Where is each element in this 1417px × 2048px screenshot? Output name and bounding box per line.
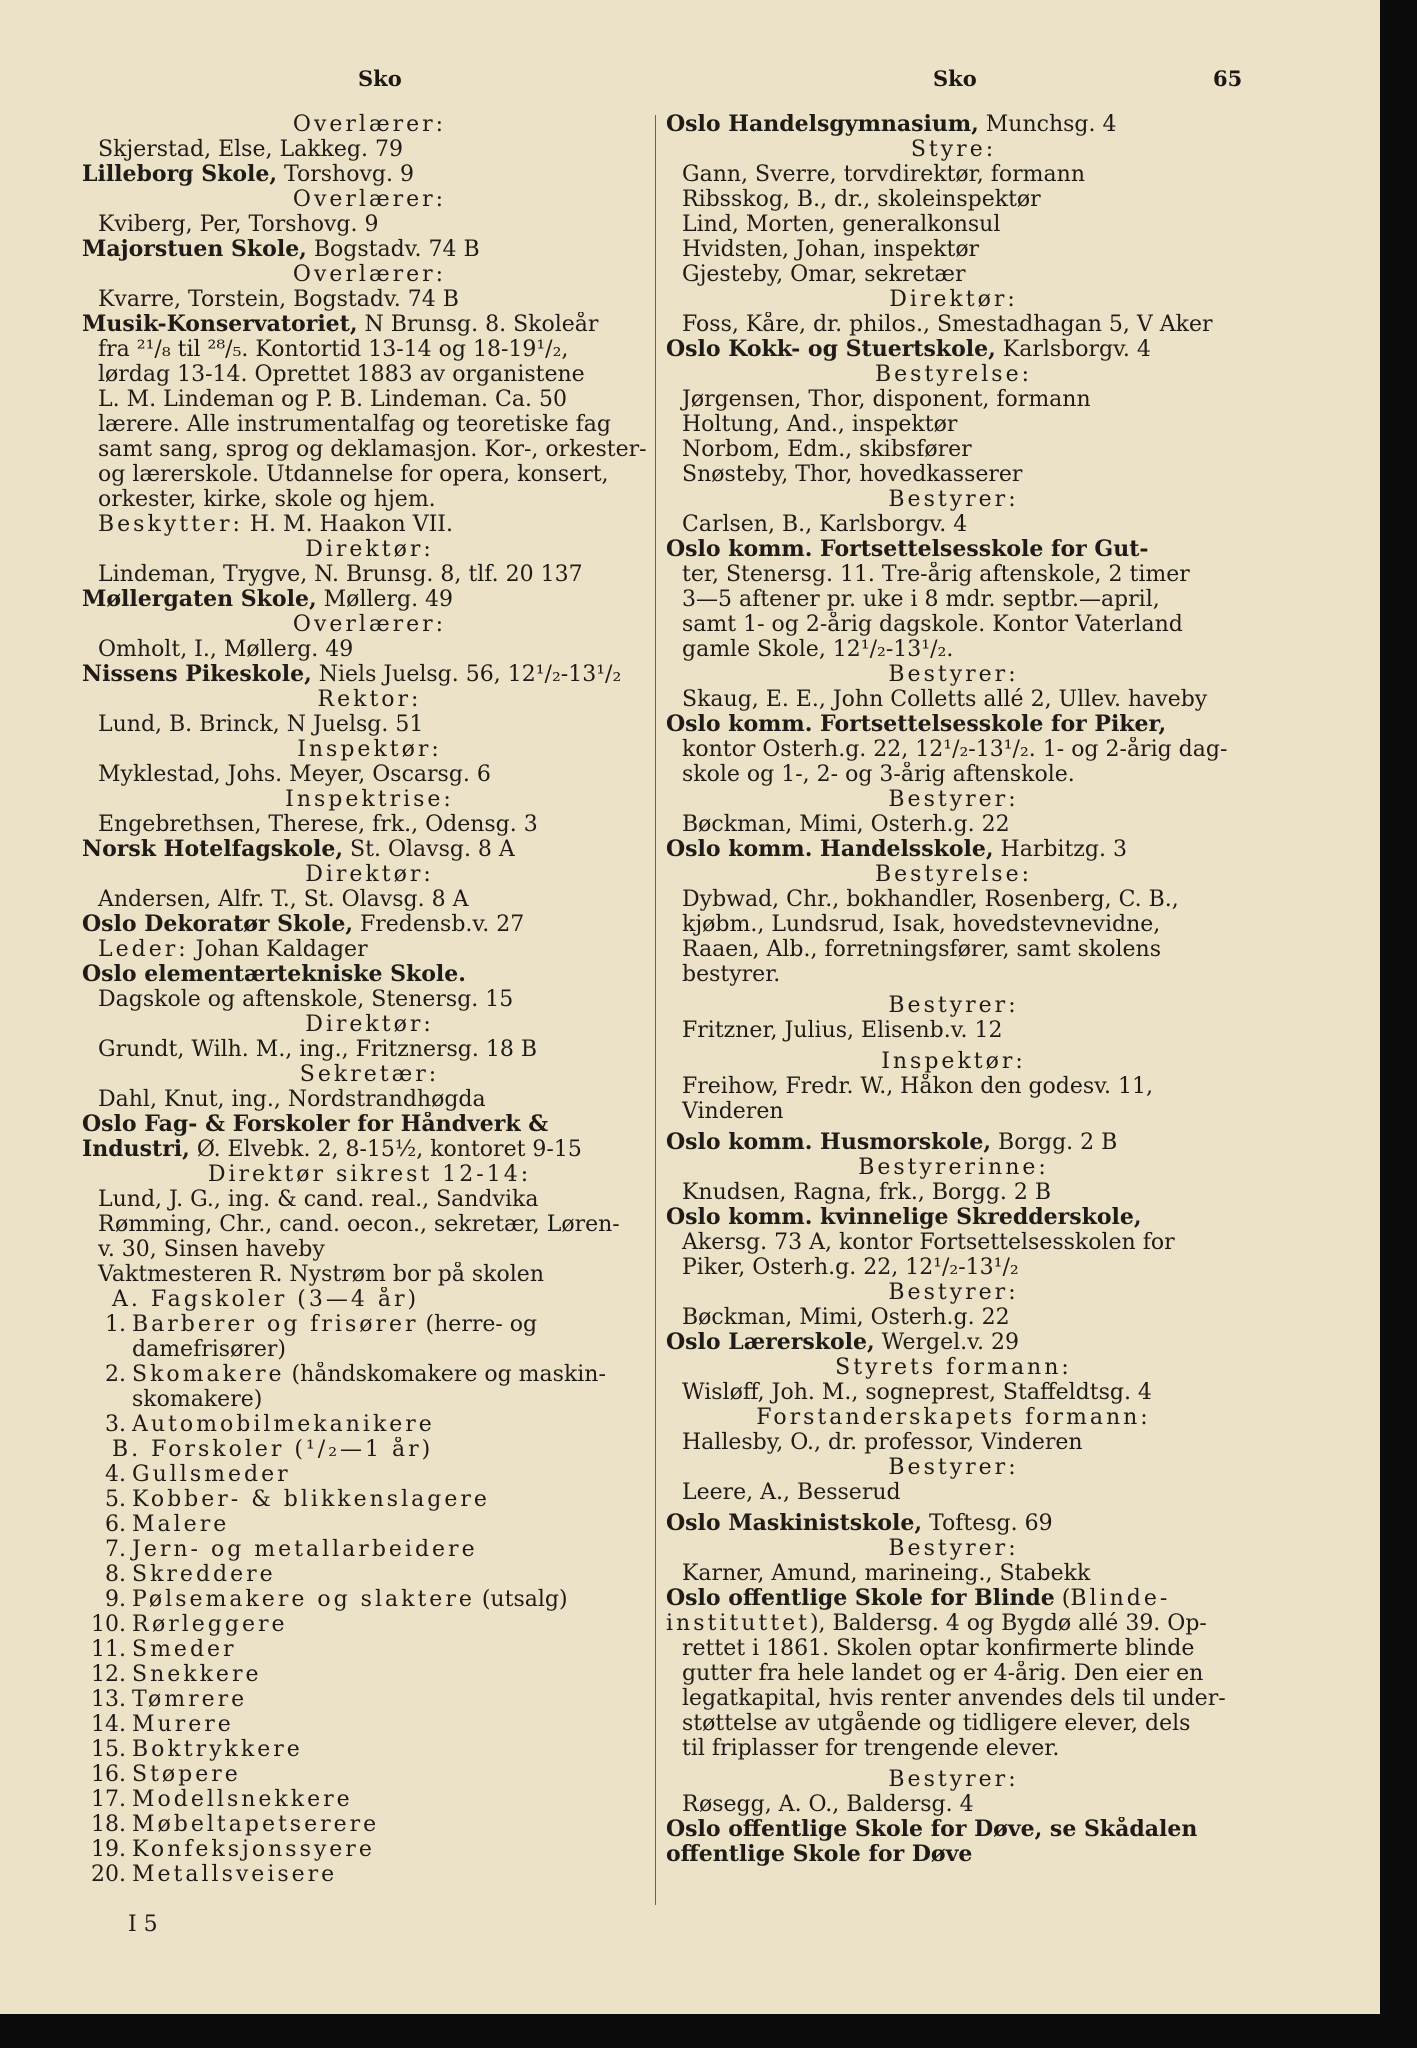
entry-line: Lund, J. G., ing. & cand. real., Sandvika xyxy=(98,1187,539,1212)
entry-line: Ribsskog, B., dr., skoleinspektør xyxy=(682,187,1041,212)
text-fragment: ), Baldersg. 4 og Bygdø allé 39. Op- xyxy=(809,1611,1207,1636)
school-name: offentlige Skole for Døve xyxy=(666,1842,973,1867)
entry-line: Røsegg, A. O., Baldersg. 4 xyxy=(682,1792,974,1817)
list-number: 12. xyxy=(91,1662,126,1687)
school-entry xyxy=(82,837,657,862)
role-heading: Overlærer: xyxy=(292,187,447,212)
section-heading: A. Fagskoler (3—4 år) xyxy=(112,1287,420,1312)
role-label: Leder: xyxy=(98,937,189,962)
school-address: Munchsg. 4 xyxy=(978,112,1117,137)
trade-name: Rørleggere xyxy=(132,1612,288,1637)
entry-line: og lærerskole. Utdannelse for opera, konsert, xyxy=(98,462,609,487)
school-address: Karlsborgv. 4 xyxy=(995,337,1151,362)
role-heading: Inspektrise: xyxy=(285,787,454,812)
role-heading: Bestyrer: xyxy=(888,1455,1019,1480)
entry-line: gutter fra hele landet og er 4-årig. Den eier en xyxy=(682,1661,1204,1686)
trade-name: Malere xyxy=(132,1512,230,1537)
list-number: 6. xyxy=(105,1512,126,1537)
list-item xyxy=(82,1512,657,1537)
list-number: 1. xyxy=(105,1312,126,1337)
school-name: Majorstuen Skole, xyxy=(82,237,307,262)
text-fragment: ( xyxy=(1054,1586,1071,1611)
list-continuation: damefrisører) xyxy=(132,1337,286,1362)
list-number: 3. xyxy=(105,1412,126,1437)
school-entry xyxy=(666,1511,1241,1536)
role-heading: Inspektør: xyxy=(881,1049,1026,1074)
role-heading: Bestyrerinne: xyxy=(858,1155,1049,1180)
entry-line: Vaktmesteren R. Nystrøm bor på skolen xyxy=(98,1262,544,1287)
school-entry xyxy=(82,587,657,612)
school-name: Oslo komm. Handelsskole, xyxy=(666,837,994,862)
entry-line: Skjerstad, Else, Lakkeg. 79 xyxy=(98,137,403,162)
entry-line: Dybwad, Chr., bokhandler, Rosenberg, C. B., xyxy=(682,887,1179,912)
school-entry xyxy=(666,1611,1241,1636)
trade-name: Metallsveisere xyxy=(132,1862,338,1887)
trade-name: Pølsemakere og slaktere xyxy=(132,1587,475,1612)
list-item xyxy=(82,1412,657,1437)
school-entry xyxy=(666,712,1241,737)
list-item xyxy=(82,1837,657,1862)
school-entry xyxy=(82,662,657,687)
entry-line: kontor Osterh.g. 22, 12¹/₂-13¹/₂. 1- og 2-årig dag- xyxy=(682,737,1228,762)
list-number: 9. xyxy=(105,1587,126,1612)
list-continuation: skomakere) xyxy=(132,1387,263,1412)
entry-line: kjøbm., Lundsrud, Isak, hovedstevnevidne, xyxy=(682,912,1161,937)
entry-line: skole og 1-, 2- og 3-årig aftenskole. xyxy=(682,762,1075,787)
school-entry xyxy=(82,912,657,937)
school-name: Møllergaten Skole, xyxy=(82,587,317,612)
role-heading: Styrets formann: xyxy=(835,1355,1072,1380)
entry-line: Knudsen, Ragna, frk., Borgg. 2 B xyxy=(682,1180,1052,1205)
school-address: St. Olavsg. 8 A xyxy=(343,837,515,862)
left-column xyxy=(82,112,657,1887)
trade-name: Skomakere xyxy=(132,1362,285,1387)
school-entry xyxy=(82,312,657,337)
entry-line: fra ²¹/₈ til ²⁸/₅. Kontortid 13-14 og 18-19¹/₂, xyxy=(98,337,569,362)
list-number: 10. xyxy=(91,1612,126,1637)
role-heading: Overlærer: xyxy=(292,612,447,637)
list-item xyxy=(82,1762,657,1787)
role-line xyxy=(82,512,657,537)
entry-line: Fritzner, Julius, Elisenb.v. 12 xyxy=(682,1018,1003,1043)
school-entry xyxy=(666,1586,1241,1611)
school-name: Nissens Pikeskole, xyxy=(82,662,312,687)
role-heading: Overlærer: xyxy=(292,262,447,287)
entry-line: Akersg. 73 A, kontor Fortsettelsesskolen for xyxy=(682,1230,1175,1255)
school-entry xyxy=(666,837,1241,862)
spaced-name: instituttet xyxy=(666,1611,810,1636)
trade-name: Jern- og metallarbeidere xyxy=(132,1537,478,1562)
school-address: Ø. Elvebk. 2, 8-15½, kontoret 9-15 xyxy=(189,1137,582,1162)
list-item xyxy=(82,1487,657,1512)
list-number: 2. xyxy=(105,1362,126,1387)
trade-name: Skreddere xyxy=(132,1562,276,1587)
role-line xyxy=(82,937,657,962)
school-entry xyxy=(666,537,1241,562)
entry-line: Carlsen, B., Karlsborgv. 4 xyxy=(682,512,968,537)
list-item xyxy=(82,1687,657,1712)
entry-line: bestyrer. xyxy=(682,962,781,987)
right-column xyxy=(666,112,1241,1867)
trade-name: Smeder xyxy=(132,1637,237,1662)
left-running-head: Sko xyxy=(358,66,402,91)
school-address: Wergel.v. 29 xyxy=(874,1330,1019,1355)
school-name: Oslo Kokk- og Stuertskole, xyxy=(666,337,996,362)
school-address: Niels Juelsg. 56, 12¹/₂-13¹/₂ xyxy=(311,662,622,687)
entry-line: Kviberg, Per, Torshovg. 9 xyxy=(98,212,379,237)
role-heading: Bestyrer: xyxy=(888,1536,1019,1561)
list-number: 19. xyxy=(91,1837,126,1862)
list-item xyxy=(82,1812,657,1837)
list-item xyxy=(82,1712,657,1737)
school-name: Oslo Dekoratør Skole, xyxy=(82,912,353,937)
school-entry xyxy=(82,237,657,262)
role-heading: Bestyrer: xyxy=(888,487,1019,512)
trade-name: Kobber- & blikkenslagere xyxy=(132,1487,490,1512)
entry-line: v. 30, Sinsen haveby xyxy=(98,1237,325,1262)
entry-line: støttelse av utgående og tidligere elever, dels xyxy=(682,1711,1191,1736)
list-number: 4. xyxy=(105,1462,126,1487)
entry-line: samt sang, sprog og deklamasjon. Kor-, orkester- xyxy=(98,437,647,462)
list-item xyxy=(82,1312,657,1337)
entry-line: lærere. Alle instrumentalfag og teoretiske fag xyxy=(98,412,611,437)
school-name: Oslo elementærtekniske Skole. xyxy=(82,962,466,987)
entry-line: Gann, Sverre, torvdirektør, formann xyxy=(682,162,1085,187)
school-entry xyxy=(82,1137,657,1162)
trade-name: Gullsmeder xyxy=(132,1462,291,1487)
school-address: Møllerg. 49 xyxy=(316,587,454,612)
school-entry xyxy=(666,1130,1241,1155)
entry-line: Foss, Kåre, dr. philos., Smestadhagan 5, V Aker xyxy=(682,312,1213,337)
role-heading: Forstanderskapets formann: xyxy=(756,1405,1151,1430)
entry-line: gamle Skole, 12¹/₂-13¹/₂. xyxy=(682,637,954,662)
role-value: Johan Kaldager xyxy=(188,937,368,962)
role-heading: Direktør: xyxy=(889,287,1018,312)
entry-line: Holtung, And., inspektør xyxy=(682,412,958,437)
entry-line: Dagskole og aftenskole, Stenersg. 15 xyxy=(98,987,514,1012)
entry-line: Piker, Osterh.g. 22, 12¹/₂-13¹/₂ xyxy=(682,1255,1019,1280)
list-number: 14. xyxy=(91,1712,126,1737)
school-address: Harbitzg. 3 xyxy=(993,837,1127,862)
role-heading: Bestyrer: xyxy=(888,993,1019,1018)
school-name: Oslo Lærerskole, xyxy=(666,1330,875,1355)
role-heading: Styre: xyxy=(910,137,997,162)
entry-line: Dahl, Knut, ing., Nordstrandhøgda xyxy=(98,1087,486,1112)
school-name: Industri, xyxy=(82,1137,190,1162)
school-entry xyxy=(666,1817,1241,1842)
school-address: Torshovg. 9 xyxy=(277,162,414,187)
role-heading: Direktør: xyxy=(305,537,434,562)
list-number: 18. xyxy=(91,1812,126,1837)
trade-note: (håndskomakere og maskin- xyxy=(284,1362,606,1387)
entry-line: Vinderen xyxy=(682,1099,784,1124)
trade-name: Støpere xyxy=(132,1762,241,1787)
school-name: Norsk Hotelfagskole, xyxy=(82,837,344,862)
school-name: Oslo Handelsgymnasium, xyxy=(666,112,979,137)
entry-line: samt 1- og 2-årig dagskole. Kontor Vaterland xyxy=(682,612,1183,637)
school-entry xyxy=(666,1205,1241,1230)
school-address: Bogstadv. 74 B xyxy=(306,237,480,262)
role-heading: Inspektør: xyxy=(297,737,442,762)
list-item xyxy=(82,1587,657,1612)
trade-name: Modellsnekkere xyxy=(132,1787,353,1812)
trade-name: Tømrere xyxy=(132,1687,248,1712)
list-number: 20. xyxy=(91,1862,126,1887)
section-heading: B. Forskoler (¹/₂—1 år) xyxy=(112,1437,434,1462)
list-item xyxy=(82,1362,657,1387)
signature-mark: I 5 xyxy=(128,1912,158,1937)
school-name: Lilleborg Skole, xyxy=(82,162,278,187)
entry-line: til friplasser for trengende elever. xyxy=(682,1736,1060,1761)
school-entry xyxy=(666,1842,1241,1867)
list-item xyxy=(82,1862,657,1887)
entry-line: rettet i 1861. Skolen optar konfirmerte blinde xyxy=(682,1636,1195,1661)
entry-line: Lund, B. Brinck, N Juelsg. 51 xyxy=(98,712,424,737)
school-entry xyxy=(82,162,657,187)
role-heading: Bestyrer: xyxy=(888,1280,1019,1305)
school-name: Musik-Konservatoriet, xyxy=(82,312,358,337)
trade-name: Barberer og frisører xyxy=(132,1312,419,1337)
entry-line: Norbom, Edm., skibsfører xyxy=(682,437,972,462)
entry-line: L. M. Lindeman og P. B. Lindeman. Ca. 50 xyxy=(98,387,567,412)
school-entry xyxy=(82,962,657,987)
list-item xyxy=(82,1462,657,1487)
entry-line: Engebrethsen, Therese, frk., Odensg. 3 xyxy=(98,812,538,837)
role-label: Beskytter: xyxy=(98,512,243,537)
entry-line: Hallesby, O., dr. professor, Vinderen xyxy=(682,1430,1083,1455)
entry-line: Freihow, Fredr. W., Håkon den godesv. 11, xyxy=(682,1074,1153,1099)
entry-line: Gjesteby, Omar, sekretær xyxy=(682,262,966,287)
trade-name: Møbeltapetserere xyxy=(132,1812,380,1837)
school-entry xyxy=(666,337,1241,362)
entry-line: Kvarre, Torstein, Bogstadv. 74 B xyxy=(98,287,459,312)
school-entry xyxy=(82,1112,657,1137)
school-entry xyxy=(666,112,1241,137)
school-name: Oslo komm. kvinnelige Skredderskole, xyxy=(666,1205,1142,1230)
trade-name: Boktrykkere xyxy=(132,1737,303,1762)
list-number: 13. xyxy=(91,1687,126,1712)
entry-line: Lind, Morten, generalkonsul xyxy=(682,212,1001,237)
entry-line: Lindeman, Trygve, N. Brunsg. 8, tlf. 20 137 xyxy=(98,562,583,587)
entry-line: 3—5 aftener pr. uke i 8 mdr. septbr.—april, xyxy=(682,587,1160,612)
list-number: 7. xyxy=(105,1537,126,1562)
school-address: Fredensb.v. 27 xyxy=(352,912,525,937)
entry-line: lørdag 13-14. Oprettet 1883 av organistene xyxy=(98,362,585,387)
role-heading: Overlærer: xyxy=(292,112,447,137)
role-heading: Rektor: xyxy=(317,687,422,712)
entry-line: Wisløff, Joh. M., sogneprest, Staffeldtsg. 4 xyxy=(682,1380,1152,1405)
role-heading: Bestyrer: xyxy=(888,1767,1019,1792)
entry-line: Bøckman, Mimi, Osterh.g. 22 xyxy=(682,1305,1010,1330)
entry-line: Karner, Amund, marineing., Stabekk xyxy=(682,1561,1091,1586)
entry-line: Rømming, Chr., cand. oecon., sekretær, Løren- xyxy=(98,1212,620,1237)
entry-line: Leere, A., Besserud xyxy=(682,1480,901,1505)
list-item xyxy=(82,1612,657,1637)
school-name: Oslo offentlige Skole for Blinde xyxy=(666,1586,1055,1611)
role-heading: Bestyrelse: xyxy=(874,862,1033,887)
entry-line: Omholt, I., Møllerg. 49 xyxy=(98,637,354,662)
entry-line: Grundt, Wilh. M., ing., Fritznersg. 18 B xyxy=(98,1037,538,1062)
entry-line: Skaug, E. E., John Colletts allé 2, Ullev. haveby xyxy=(682,687,1208,712)
entry-line: Bøckman, Mimi, Osterh.g. 22 xyxy=(682,812,1010,837)
list-number: 17. xyxy=(91,1787,126,1812)
school-name: Oslo komm. Husmorskole, xyxy=(666,1130,992,1155)
list-item xyxy=(82,1787,657,1812)
entry-line: Snøsteby, Thor, hovedkasserer xyxy=(682,462,1023,487)
list-item xyxy=(82,1662,657,1687)
school-name: Oslo offentlige Skole for Døve, se Skådalen xyxy=(666,1817,1198,1842)
role-heading: Sekretær: xyxy=(299,1062,440,1087)
list-item xyxy=(82,1537,657,1562)
list-number: 16. xyxy=(91,1762,126,1787)
school-name: Oslo Fag- & Forskoler for Håndverk & xyxy=(82,1112,549,1137)
school-address: Borgg. 2 B xyxy=(991,1130,1118,1155)
school-name: Oslo komm. Fortsettelsesskole for Piker, xyxy=(666,712,1167,737)
list-number: 5. xyxy=(105,1487,126,1512)
school-entry xyxy=(666,1330,1241,1355)
entry-line: ter, Stenersg. 11. Tre-årig aftenskole, 2 timer xyxy=(682,562,1190,587)
school-address: Toftesg. 69 xyxy=(922,1511,1053,1536)
trade-note: (utsalg) xyxy=(474,1587,568,1612)
entry-line: orkester, kirke, skole og hjem. xyxy=(98,487,436,512)
list-item xyxy=(82,1637,657,1662)
entry-line: Jørgensen, Thor, disponent, formann xyxy=(682,387,1091,412)
role-value: H. M. Haakon VII. xyxy=(242,512,453,537)
role-heading: Direktør sikrest 12-14: xyxy=(207,1162,532,1187)
entry-line: Myklestad, Johs. Meyer, Oscarsg. 6 xyxy=(98,762,491,787)
trade-name: Automobilmekanikere xyxy=(132,1412,435,1437)
page-number: 65 xyxy=(1213,66,1243,91)
school-name: Oslo Maskinistskole, xyxy=(666,1511,923,1536)
right-running-head: Sko xyxy=(933,66,977,91)
trade-note: (herre- og xyxy=(418,1312,538,1337)
list-item xyxy=(82,1737,657,1762)
role-heading: Direktør: xyxy=(305,1012,434,1037)
school-name: Oslo komm. Fortsettelsesskole for Gut- xyxy=(666,537,1149,562)
list-item xyxy=(82,1562,657,1587)
spaced-name: Blinde- xyxy=(1070,1586,1171,1611)
role-heading: Bestyrer: xyxy=(888,662,1019,687)
role-heading: Direktør: xyxy=(305,862,434,887)
entry-line: legatkapital, hvis renter anvendes dels til under- xyxy=(682,1686,1226,1711)
list-number: 15. xyxy=(91,1737,126,1762)
role-heading: Bestyrelse: xyxy=(874,362,1033,387)
entry-line: Andersen, Alfr. T., St. Olavsg. 8 A xyxy=(98,887,469,912)
school-address: N Brunsg. 8. Skoleår xyxy=(357,312,599,337)
trade-name: Murere xyxy=(132,1712,234,1737)
trade-name: Konfeksjonssyere xyxy=(132,1837,375,1862)
list-number: 11. xyxy=(91,1637,126,1662)
entry-line: Hvidsten, Johan, inspektør xyxy=(682,237,980,262)
trade-name: Snekkere xyxy=(132,1662,262,1687)
role-heading: Bestyrer: xyxy=(888,787,1019,812)
list-number: 8. xyxy=(105,1562,126,1587)
entry-line: Raaen, Alb., forretningsfører, samt skolens xyxy=(682,937,1161,962)
column-divider xyxy=(655,115,656,1905)
